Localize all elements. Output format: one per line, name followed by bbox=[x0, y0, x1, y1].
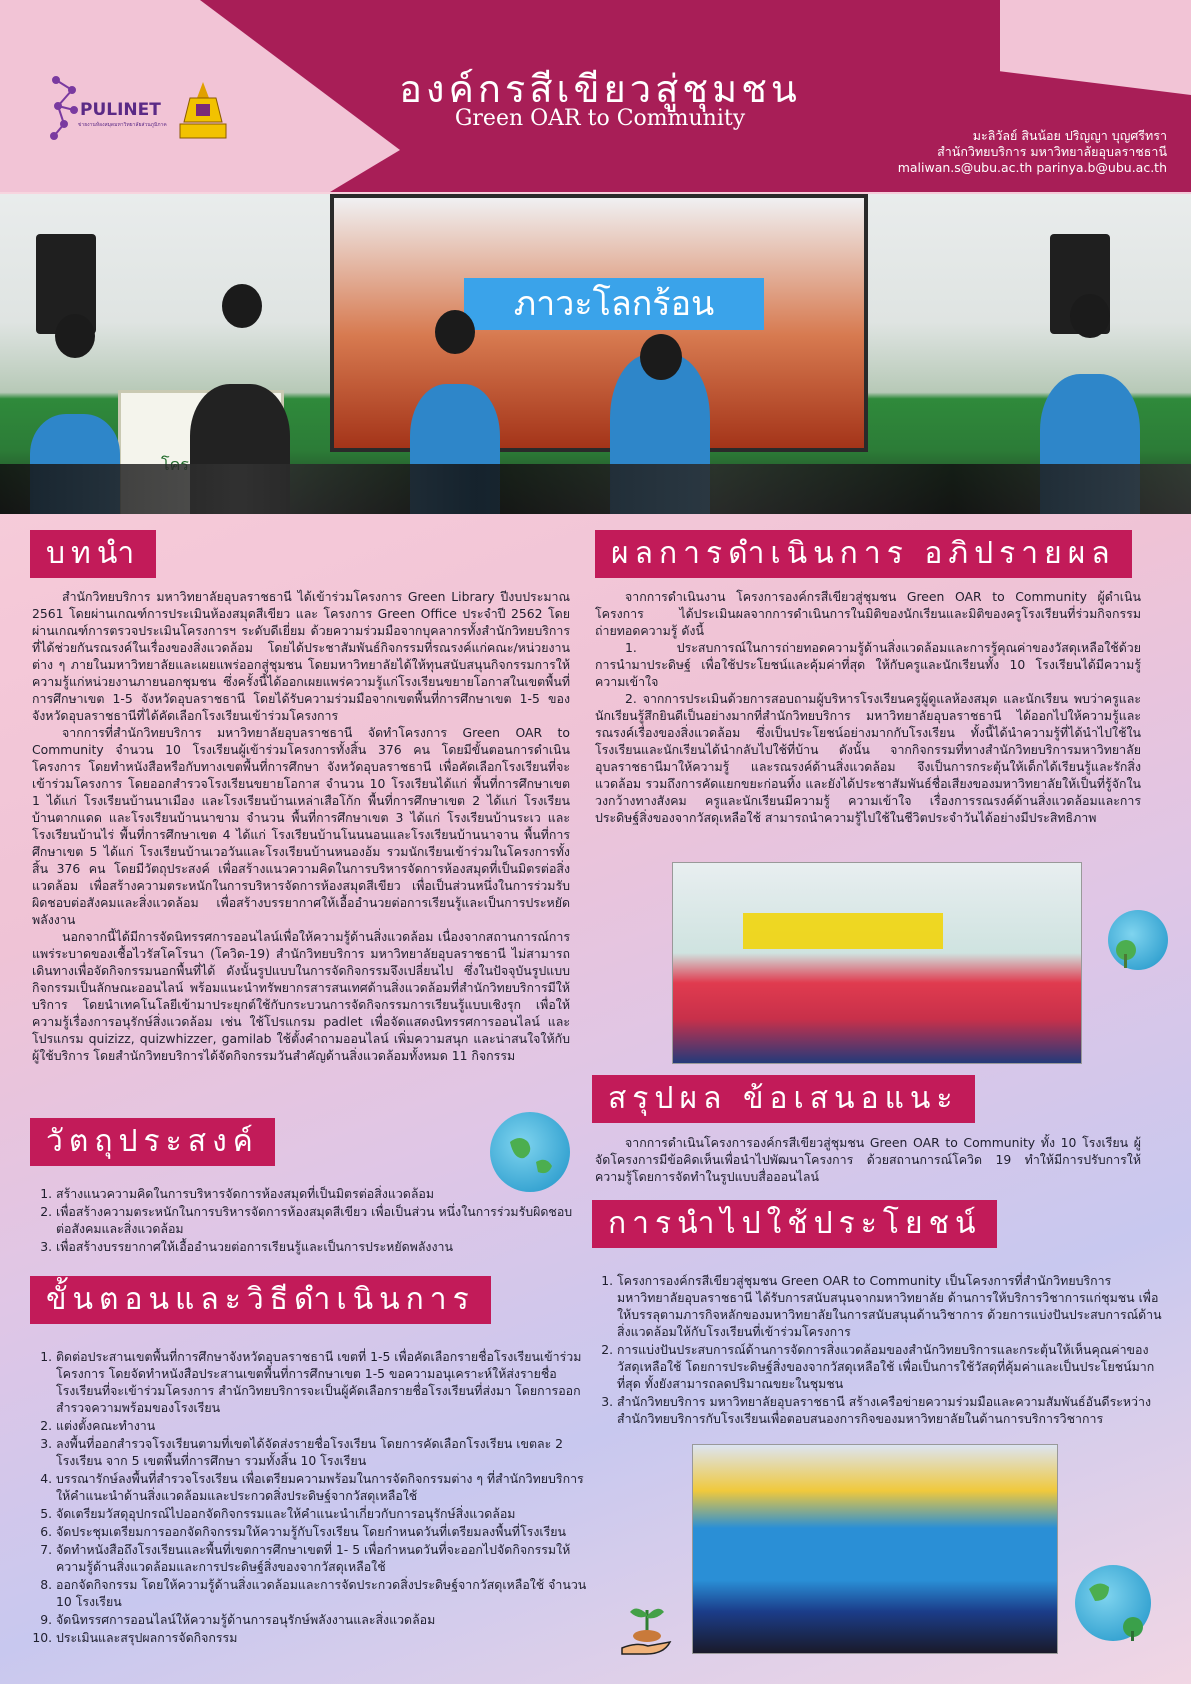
method-item: 5. จัดเตรียมวัสดุอุปกรณ์ไปออกจัดกิจกรรมและให้คำแนะนำเกี่ยวกับการอนุรักษ์สิ่งแวดล้อม bbox=[56, 1505, 596, 1522]
section-title-conclusion: สรุปผล ข้อเสนอแนะ bbox=[592, 1075, 975, 1123]
objective-item: 2. เพื่อสร้างความตระหนักในการบริหารจัดการห้องสมุดสีเขียว เพื่อเป็นส่วน หนึ่งในการร่วมรับผิดชอบต่อสังคมและสิ่งแวดล้อม bbox=[56, 1203, 586, 1237]
method-item: 2. แต่งตั้งคณะทำงาน bbox=[56, 1417, 596, 1434]
person-head bbox=[640, 334, 682, 380]
method-item: 10. ประเมินและสรุปผลการจัดกิจกรรม bbox=[56, 1629, 596, 1646]
method-item: 9. จัดนิทรรศการออนไลน์ให้ความรู้ด้านการอนุรักษ์พลังงานและสิ่งแวดล้อม bbox=[56, 1611, 596, 1628]
poster-title-thai: องค์กรสีเขียวสู่ชุมชน bbox=[399, 67, 801, 111]
results-paragraph: 1. ประสบการณ์ในการถ่ายทอดความรู้ด้านสิ่งแวดล้อมและการรู้คุณค่าของวัสดุเหลือใช้ด้วยการนำมาประดิษฐ์ เพื่อใช้ประโยชน์และคุ้มค่าที่สุด ให้กับครูและนักเรียนทั้ง 10 โรงเรียนได้มีความรู้ความเข้าใจ bbox=[595, 640, 1141, 689]
projection-screen bbox=[330, 194, 868, 452]
benefit-item: 3. สำนักวิทยบริการ มหาวิทยาลัยอุบลราชธานี สร้างเครือข่ายความร่วมมือและความสัมพันธ์อันดีระหว่างสำนักวิทยบริการกับโรงเรียนเพื่อตอบสนองการกิจของมหาวิทยาลัยในด้านการบริการวิชาการ bbox=[617, 1393, 1167, 1427]
section-title-benefits: การนำไปใช้ประโยชน์ bbox=[592, 1200, 997, 1248]
section-title-intro: บทนำ bbox=[30, 530, 156, 578]
conclusion-body bbox=[595, 1134, 1141, 1185]
benefits-list bbox=[595, 1272, 1167, 1428]
methods-list bbox=[34, 1348, 596, 1647]
benefit-item: 1. โครงการองค์กรสีเขียวสู่ชุมชน Green OAR to Community เป็นโครงการที่สำนักวิทยบริการ มหาวิทยาลัยอุบลราชธานี ได้รับการสนับสนุนจากมหาวิทยาลัย ด้านการให้บริการวิชาการแก่ชุมชน เพื่อให้บรรลุตามภารกิจหลักของมหาวิทยาลัยในการสนับสนุนด้านวิชาการ ด้วยการแบ่งปันประสบการณ์ด้านสิ่งแวดล้อมให้กับโรงเรียนที่เข้าร่วมโครงการ bbox=[617, 1272, 1167, 1340]
poster-title-english: Green OAR to Community bbox=[454, 106, 746, 131]
person-head bbox=[435, 310, 475, 354]
section-title-methods: ขั้นตอนและวิธีดำเนินการ bbox=[30, 1276, 491, 1324]
intro-body bbox=[32, 588, 570, 1064]
objective-item: 1. สร้างแนวความคิดในการบริหารจัดการห้องสมุดที่เป็นมิตรต่อสิ่งแวดล้อม bbox=[56, 1185, 586, 1202]
conclusion-paragraph: จากการดำเนินโครงการองค์กรสีเขียวสู่ชุมชน Green OAR to Community ทั้ง 10 โรงเรียน ผู้จัดโครงการมีข้อคิดเห็นเพื่อนำไปพัฒนาโครงการ ด้วยสถานการณ์โควิด 19 ทำให้มีการปรับการให้ความรู้โดยการจัดทำในรูปแบบสื่อออนไลน์ bbox=[595, 1135, 1141, 1184]
activity-photo-students bbox=[692, 1444, 1058, 1654]
results-paragraph: จากการดำเนินงาน โครงการองค์กรสีเขียวสู่ชุมชน Green OAR to Community ผู้ดำเนินโครงการ ได้ประเมินผลจากการดำเนินการในมิติของนักเรียนและมิติของครูโรงเรียนที่ร่วมกิจกรรมถ่ายทอดความรู้ ดังนี้ bbox=[595, 589, 1141, 638]
method-item: 7. จัดทำหนังสือถึงโรงเรียนและพื้นที่เขตการศึกษาเขตที่ 1- 5 เพื่อกำหนดวันที่จะออกไปจัดกิจกรรมให้ความรู้ด้านสิ่งแวดล้อมและการประดิษฐ์สิ่งของจากวัสดุเหลือใช้ bbox=[56, 1541, 596, 1575]
header-band bbox=[0, 0, 1191, 192]
method-item: 8. ออกจัดกิจกรรม โดยให้ความรู้ด้านสิ่งแวดล้อมและการจัดประกวดสิ่งประดิษฐ์จากวัสดุเหลือใช้ จำนวน 10 โรงเรียน bbox=[56, 1576, 596, 1610]
results-paragraph: 2. จากการประเมินด้วยการสอบถามผู้บริหารโรงเรียนครูผู้ดูแลห้องสมุด และนักเรียน พบว่าครูและนักเรียนรู้สึกยินดีเป็นอย่างมากที่สำนักวิทยบริการ มหาวิทยาลัยอุบลราชธานี ได้ออกไปให้ความรู้และรณรงค์เรื่องของสิ่งแวดล้อม ซึ่งเป็นประโยชน์อย่างมากกับโรงเรียน ทั้งนี้ได้นำความรู้ที่ได้นำไปใช้ในโรงเรียนและนักเรียนได้นำกลับไปใช้ที่บ้าน ดังนั้น จากกิจกรรมที่ทางสำนักวิทยบริการมหาวิทยาลัยอุบลราชธานีมาให้ความรู้ และรณรงค์ด้านสิ่งแวดล้อม จึงเป็นการกระตุ้นให้เด็กได้เรียนรู้และรักสิ่งแวดล้อม รวมถึงการคัดแยกขยะก่อนทิ้ง และยังได้ประชาสัมพันธ์ชื่อเสียงของมหาวิทยาลัยให้เป็นที่รู้จักในวงกว้างทางสังคม ครูและนักเรียนมีความรู้ ความเข้าใจ เรื่องการรณรงค์ด้านสิ่งแวดล้อมและการประดิษฐ์สิ่งของจากวัสดุเหลือใช้ สามารถนำความรู้ไปใช้ในชีวิตประจำวันได้อย่างมีประสิทธิภาพ bbox=[595, 691, 1141, 825]
author-block bbox=[737, 128, 1167, 176]
results-body bbox=[595, 588, 1141, 826]
intro-paragraph: นอกจากนี้ได้มีการจัดนิทรรศการออนไลน์เพื่อให้ความรู้ด้านสิ่งแวดล้อม เนื่องจากสถานการณ์การแพร่ระบาดของเชื้อไวรัสโคโรนา (โควิด-19) สำนักวิทยบริการ มหาวิทยาลัยอุบลราชธานี ไม่สามารถเดินทางเพื่อจัดกิจกรรมนอกพื้นที่ได้ ดังนั้นรูปแบบในการจัดกิจกรรมจึงเปลี่ยนไป ซึ่งในปัจจุบันรูปแบบกิจกรรมเป็นลักษณะออนไลน์ พร้อมแนะนำทรัพยากรสารสนเทศด้านสิ่งแวดล้อมที่สำนักวิทยบริการมีให้บริการ โดยนำเทคโนโลยีเข้ามาประยุกต์ใช้กับกระบวนการจัดกิจกรรมการเรียนรู้แบบเชิงรุก เพื่อให้ความรู้เรื่องการอนุรักษ์สิ่งแวดล้อม เช่น ใช้โปรแกรม padlet เพื่อจัดแสดงนิทรรศการออนไลน์ และโปรแกรม quizizz, quizwhizzer, gamilab ใช้ตั้งคำถามออนไลน์ เพิ่มความสนุก และน่าสนใจให้กับผู้ใช้บริการ โดยสำนักวิทยบริการได้จัดกิจกรรมวันสำคัญด้านสิ่งแวดล้อมทั้งหมด 11 กิจกรรม bbox=[32, 929, 570, 1063]
method-item: 6. จัดประชุมเตรียมการออกจัดกิจกรรมให้ความรู้กับโรงเรียน โดยกำหนดวันที่เตรียมลงพื้นที่โรงเรียน bbox=[56, 1523, 596, 1540]
author-affiliation: สำนักวิทยบริการ มหาวิทยาลัยอุบลราชธานี bbox=[937, 144, 1167, 159]
main-photo bbox=[0, 194, 1191, 514]
author-emails: maliwan.s@ubu.ac.th parinya.b@ubu.ac.th bbox=[897, 160, 1167, 175]
pulinet-logo bbox=[50, 76, 167, 154]
method-item: 3. ลงพื้นที่ออกสำรวจโรงเรียนตามที่เขตได้จัดส่งรายชื่อโรงเรียน โดยการคัดเลือกโรงเรียน เขตละ 2 โรงเรียน จาก 5 เขตพื้นที่การศึกษา รวมทั้งสิ้น 10 โรงเรียน bbox=[56, 1435, 596, 1469]
hand-plant-icon bbox=[612, 1592, 682, 1662]
section-title-objectives: วัตถุประสงค์ bbox=[30, 1118, 275, 1166]
person-head bbox=[1070, 294, 1110, 338]
method-item: 4. บรรณารักษ์ลงพื้นที่สำรวจโรงเรียน เพื่อเตรียมความพร้อมในการจัดกิจกรรมต่าง ๆ ที่สำนักวิทยบริการให้คำแนะนำด้านสิ่งแวดล้อมและประกวดสิ่งประดิษฐ์จากวัสดุเหลือใช้ bbox=[56, 1470, 596, 1504]
benefit-item: 2. การแบ่งปันประสบการณ์ด้านการจัดการสิ่งแวดล้อมของสำนักวิทยบริการและกระตุ้นให้เห็นคุณค่าของวัสดุเหลือใช้ โดยการประดิษฐ์สิ่งของจากวัสดุเหลือใช้ เพื่อเป็นการใช้วัสดุที่คุ้มค่าและเป็นประโยชน์มากที่สุด ทั้งยังสามารถลดปริมาณขยะในชุมชน bbox=[617, 1341, 1167, 1392]
objectives-list bbox=[34, 1185, 586, 1256]
intro-paragraph: จากการที่สำนักวิทยบริการ มหาวิทยาลัยอุบลราชธานี จัดทำโครงการ Green OAR to Community จำนวน 10 โรงเรียนผู้เข้าร่วมโครงการทั้งสิ้น 376 คน โดยมีขั้นตอนการดำเนินโครงการ โดยทำหนังสือหรือกับทางเขตพื้นที่การศึกษา จังหวัดอุบลราชธานี เพื่อคัดเลือกโรงเรียนที่จะเข้าร่วมโครงการ โดยออกสำรวจโรงเรียนขยายโอกาส จำนวน 10 โรงเรียนได้แก่ พื้นที่การศึกษาเขต 1 ได้แก่ โรงเรียนบ้านนาเมือง และโรงเรียนบ้านเหล่าเสือโก้ก พื้นที่การศึกษาเขต 2 ได้แก่ โรงเรียนบ้านตากแดด และโรงเรียนบ้านนาขาม จำนวน พื้นที่การศึกษาเขต 3 ได้แก่ โรงเรียนบ้านระเว และโรงเรียนบ้านไร่ พื้นที่การศึกษาเขต 4 ได้แก่ โรงเรียนบ้านโนนนอนและโรงเรียนบ้านนาจาน พื้นที่การศึกษาเขต 5 ได้แก่ โรงเรียนบ้านเวอวันและโรงเรียนบ้านหนองอ้ม รวมนักเรียนเข้าร่วมในโครงการทั้งสิ้น 376 คน โดยมีวัตถุประสงค์ เพื่อสร้างแนวความคิดในการบริหารจัดการห้องสมุดที่เป็นมิตรต่อสิ่งแวดล้อม เพื่อสร้างความตระหนักในการบริหารจัดการห้องสมุดสีเขียว เพื่อเป็นส่วนหนึ่งในการร่วมรับผิดชอบต่อสังคมและสิ่งแวดล้อม เพื่อสร้างบรรยากาศให้เอื้ออำนวยต่อการเรียนรู้และเป็นการประหยัดพลังงาน bbox=[32, 725, 570, 927]
person-head bbox=[222, 284, 262, 328]
globe-plant-icon bbox=[490, 1112, 570, 1192]
person-head bbox=[55, 314, 95, 358]
method-item: 1. ติดต่อประสานเขตพื้นที่การศึกษาจังหวัดอุบลราชธานี เขตที่ 1-5 เพื่อคัดเลือกรายชื่อโรงเรียนเข้าร่วมโครงการ โดยจัดทำหนังสือประสานเขตพื้นที่การศึกษาเขต 1-5 ขอความอนุเคราะห์ให้ส่งรายชื่อโรงเรียนที่จะเข้าร่วมโครงการ สำนักวิทยบริการจะเป็นผู้คัดเลือกรายชื่อโรงเรียนที่ส่งมา โดยการออกสำรวจความพร้อมของโรงเรียน bbox=[56, 1348, 596, 1416]
objective-item: 3. เพื่อสร้างบรรยากาศให้เอื้ออำนวยต่อการเรียนรู้และเป็นการประหยัดพลังงาน bbox=[56, 1238, 586, 1255]
globe-tree-icon bbox=[1108, 910, 1168, 970]
audience-row bbox=[0, 464, 1191, 514]
section-title-results: ผลการดำเนินการ อภิปรายผล bbox=[595, 530, 1132, 578]
globe-trees-icon bbox=[1075, 1565, 1151, 1641]
intro-paragraph: สำนักวิทยบริการ มหาวิทยาลัยอุบลราชธานี ได้เข้าร่วมโครงการ Green Library ปีงบประมาณ 2561 โดยผ่านเกณฑ์การประเมินห้องสมุดสีเขียว และ โครงการ Green Office ประจำปี 2562 โดยผ่านเกณฑ์การตรวจประเมินโครงการฯ ระดับดีเยี่ยม ด้วยความร่วมมือจากบุคลากรทั้งสำนักวิทยบริการที่ได้ช่วยกันรณรงค์ในเรื่องของสิ่งแวดล้อม โดยได้ประชาสัมพันธ์กิจกรรมที่รณรงค์แก่คณะ/หน่วยงานต่าง ๆ ภายในมหาวิทยาลัยและเผยแพร่ออกสู่ชุมชน โดยมหาวิทยาลัยได้ให้ทุนสนับสนุนกิจกรรมการให้ความรู้แก่หน่วยงานภายนอกชุมชน ซึ่งครั้งนี้ได้ออกเผยแพร่ความรู้แก่โรงเรียนขยายโอกาสในเขตพื้นที่การศึกษาเขต 1-5 จังหวัดอุบลราชธานี โดยได้รับความร่วมมือจากเขตพื้นที่การศึกษาเขต 1-5 ของจังหวัดอุบลราชธานีที่ได้คัดเลือกโรงเรียนเข้าร่วมโครงการ bbox=[32, 589, 570, 723]
pulinet-logo-text: PULINET bbox=[80, 100, 161, 120]
activity-photo-group bbox=[672, 862, 1082, 1064]
header-right-panel bbox=[1000, 0, 1191, 95]
author-names: มะลิวัลย์ สินน้อย ปริญญา บุญศรีทรา bbox=[972, 128, 1167, 143]
pulinet-logo-subtext: ข่ายงานห้องสมุดมหาวิทยาลัยส่วนภูมิภาค bbox=[78, 122, 167, 128]
screen-text: ภาวะโลกร้อน bbox=[464, 278, 764, 330]
photo-yellow-shirts bbox=[743, 913, 943, 949]
university-seal-logo bbox=[176, 80, 230, 144]
